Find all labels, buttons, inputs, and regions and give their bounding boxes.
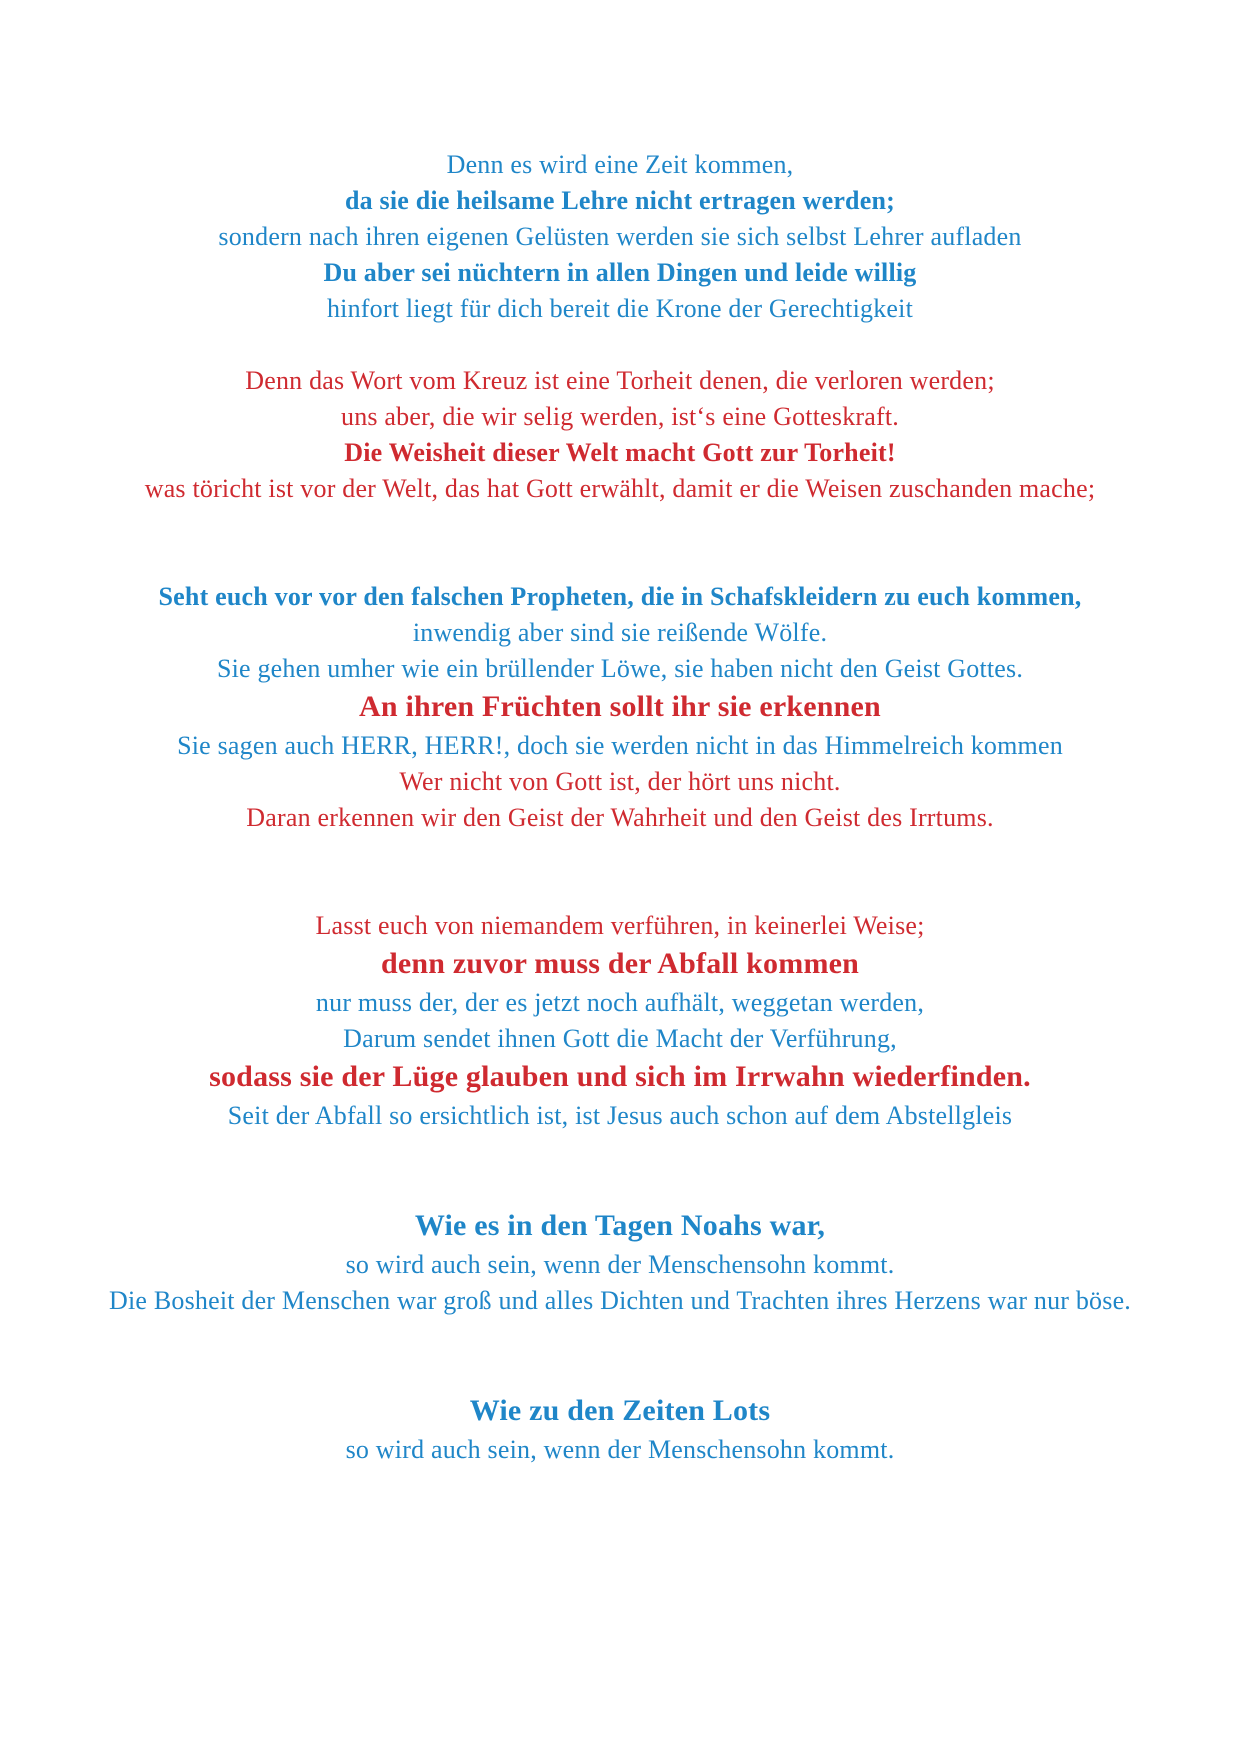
verse-line: nur muss der, der es jetzt noch aufhält, weggetan werden, [315,988,925,1017]
verse-line-heading: Wie es in den Tagen Noahs war, [414,1209,826,1242]
verse-line: was töricht ist vor der Welt, das hat Gott erwählt, damit er die Weisen zuschanden mache; [144,474,1096,503]
verse-line: Denn das Wort vom Kreuz ist eine Torheit denen, die verloren werden; [245,366,995,395]
verse-line-emphasis: Seht euch vor vor den falschen Propheten, die in Schafskleidern zu euch kommen, [158,582,1082,611]
verse-line: sondern nach ihren eigenen Gelüsten werden sie sich selbst Lehrer aufladen [218,222,1022,251]
verse-line-emphasis: Du aber sei nüchtern in allen Dingen und leide willig [323,258,917,287]
verse-line-highlight: denn zuvor muss der Abfall kommen [380,947,860,980]
verse-line: Sie gehen umher wie ein brüllender Löwe, sie haben nicht den Geist Gottes. [216,654,1024,683]
verse-line: so wird auch sein, wenn der Menschensohn kommt. [345,1435,895,1464]
verse-line-highlight: An ihren Früchten sollt ihr sie erkennen [359,690,881,723]
verse-line: Seit der Abfall so ersichtlich ist, ist Jesus auch schon auf dem Abstellgleis [227,1101,1013,1130]
verse-line: Lasst euch von niemandem verführen, in keinerlei Weise; [315,911,925,940]
verse-line: so wird auch sein, wenn der Menschensohn kommt. [345,1250,895,1279]
verse-line: Wer nicht von Gott ist, der hört uns nicht. [399,767,841,796]
verse-line: hinfort liegt für dich bereit die Krone der Gerechtigkeit [326,294,914,323]
verse-line: inwendig aber sind sie reißende Wölfe. [412,618,828,647]
verse-line: Daran erkennen wir den Geist der Wahrheit und den Geist des Irrtums. [246,803,994,832]
verse-line: uns aber, die wir selig werden, ist‘s eine Gotteskraft. [341,402,899,431]
verse-line: Denn es wird eine Zeit kommen, [446,150,794,179]
verse-line-wrapped: Die Bosheit der Menschen war groß und alles Dichten und Trachten ihres Herzens war nur böse. [108,1286,1132,1315]
verse-line-emphasis: da sie die heilsame Lehre nicht ertragen werden; [345,186,895,215]
verse-line: Sie sagen auch HERR, HERR!, doch sie werden nicht in das Himmelreich kommen [177,731,1063,760]
verse-line-emphasis: Die Weisheit dieser Welt macht Gott zur Torheit! [344,438,896,467]
verse-line-heading: Wie zu den Zeiten Lots [469,1394,771,1427]
verse-line-highlight: sodass sie der Lüge glauben und sich im Irrwahn wiederfinden. [209,1060,1031,1093]
verse-line: Darum sendet ihnen Gott die Macht der Verführung, [343,1024,897,1053]
